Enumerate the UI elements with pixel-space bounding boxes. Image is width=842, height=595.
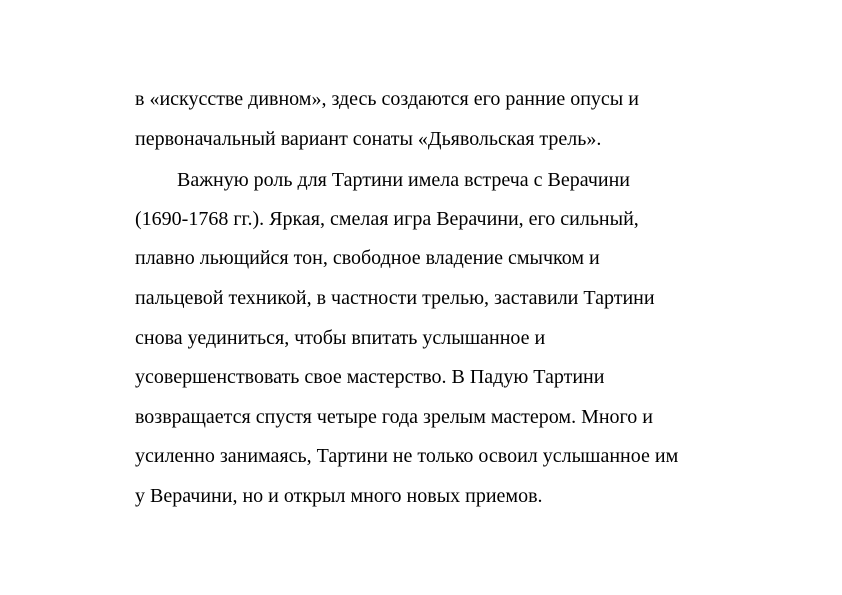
text-line-9: возвращается спустя четыре года зрелым мастером. Много и [135, 406, 653, 428]
text-line-2: первоначальный вариант сонаты «Дьявольская трель». [135, 128, 602, 150]
text-line-5: плавно льющийся тон, свободное владение смычком и [135, 247, 600, 269]
paragraph-start-line: Важную роль для Тартини имела встреча с Верачини [177, 169, 630, 191]
text-line-10: усиленно занимаясь, Тартини не только освоил услышанное им [135, 445, 679, 467]
text-line-8: усовершенствовать свое мастерство. В Падую Тартини [135, 366, 605, 388]
text-line-11: у Верачини, но и открыл много новых приемов. [135, 485, 543, 507]
text-line-6: пальцевой техникой, в частности трелью, заставили Тартини [135, 287, 655, 309]
text-line-7: снова уединиться, чтобы впитать услышанное и [135, 327, 546, 349]
text-line-4: (1690-1768 гг.). Яркая, смелая игра Верачини, его сильный, [135, 208, 639, 230]
text-line-1: в «искусстве дивном», здесь создаются его ранние опусы и [135, 88, 639, 110]
